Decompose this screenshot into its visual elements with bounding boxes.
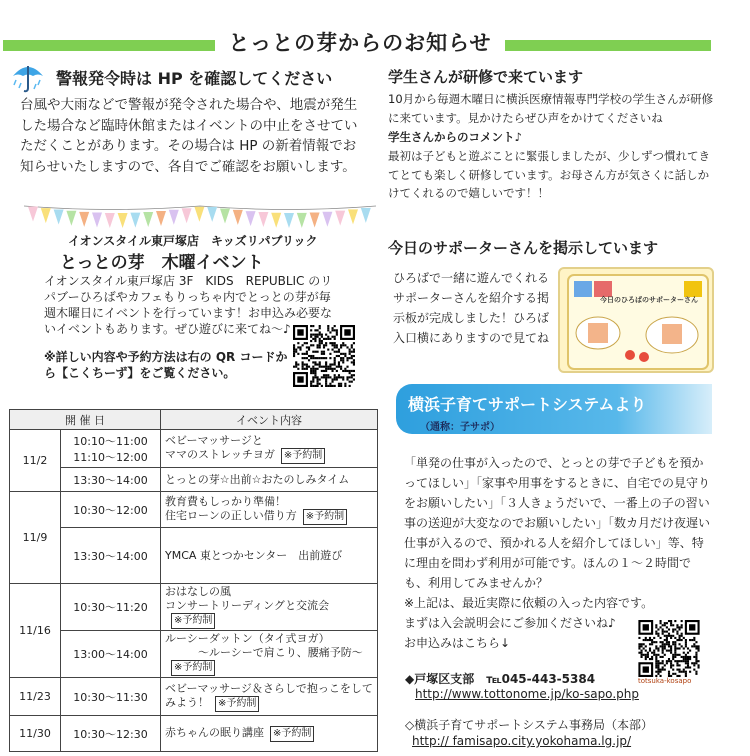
supporters-title: 今日のサポーターさんを掲示しています xyxy=(388,239,659,257)
cell-time: 10:10～11:00 11:10～12:00 xyxy=(61,430,161,468)
event-note: ※詳しい内容や予約方法は右の QR コードから【こくちーず】をご覧ください。 xyxy=(44,350,288,380)
cell-time: 13:00～14:00 xyxy=(61,631,161,678)
cell-event-wrap xyxy=(161,430,378,468)
support-system-text: 「単発の仕事が入ったので、とっとの芽で子どもを預かってほしい」「家事や用事をするときに、自宅での見守りをお願いしたい」「３人きょうだいで、一番上の子の習い事の送迎が大変なのでお願いしたい」「数カ月だけ夜遅い仕事が入るので、預かれる人を紹介してほしい」等、特に理由を問わず利用が可能です。ほんの１～２時間でも、利用してみませんか？ xyxy=(404,456,711,590)
cell-time: 10:30～11:20 xyxy=(61,584,161,631)
support-system-note: ※上記は、最近実際に依頼の入った内容です。 xyxy=(404,596,654,610)
students-title: 学生さんが研修で来ています xyxy=(388,68,584,86)
cell-event: ベビーマッサージと ママのストレッチヨガ xyxy=(165,433,275,461)
students-comment: 最初は子どもと遊ぶことに緊張しましたが、少しずつ慣れてきてとても楽しく研修しています。お母さん方が気さくに話しかけてくれるので嬉しいです！！ xyxy=(388,149,710,200)
cell-event: YMCA 東とつかセンター 出前遊び xyxy=(165,548,343,562)
event-body: イオンスタイル東戸塚店 3F KIDS REPUBLIC のリパブーひろばやカフェもりっちゃ内でとっとの芽が毎週木曜日にイベントを行っています！お申込み必要ないイベントもあります。ぜひ遊びに来てね～♪ xyxy=(44,274,333,336)
umbrella-rain-icon xyxy=(10,60,46,94)
cell-time: 13:30～14:00 xyxy=(61,528,161,584)
bunting-flag xyxy=(92,213,102,228)
table-row xyxy=(10,492,378,528)
cell-time: 13:30～14:00 xyxy=(61,468,161,492)
support-system-apply: お申込みはこちら↓ xyxy=(404,636,511,650)
table-row xyxy=(10,631,378,678)
event-subtitle: イオンスタイル東戸塚店 キッズリパブリック xyxy=(68,234,318,248)
cell-event-wrap xyxy=(161,584,378,631)
column-header-date: 開 催 日 xyxy=(10,410,161,430)
photo-caption: 今日のひろばのサポーターさん xyxy=(600,296,698,304)
cell-event: とっとの芽☆出前☆おたのしみタイム xyxy=(165,472,350,486)
bunting-flag xyxy=(233,210,243,225)
bunting-flag xyxy=(335,211,345,226)
table-row xyxy=(10,430,378,468)
cell-event-wrap xyxy=(161,492,378,528)
cell-time: 10:30～12:00 xyxy=(61,492,161,528)
table-row xyxy=(10,528,378,584)
bunting-flag xyxy=(361,208,371,223)
bunting-flag xyxy=(130,213,140,228)
reservation-badge: ※予約制 xyxy=(215,696,259,712)
cell-event-wrap xyxy=(161,631,378,678)
cell-event-wrap xyxy=(161,716,378,752)
bunting-flag xyxy=(258,212,268,227)
supporters-body: ひろばで一緒に遊んでくれるサポーターさんを紹介する掲示板が完成しました！ひろば入口横にありますので見てね xyxy=(393,271,550,345)
qr-caption: totsuka-kosapo xyxy=(638,677,692,685)
support-system-cta: まずは入会説明会にご参加くださいね♪ xyxy=(404,616,616,630)
supporter-board-photo xyxy=(558,267,714,373)
reservation-badge: ※予約制 xyxy=(281,448,325,464)
branch-url-link[interactable]: http://www.tottonome.jp/ko-sapo.php xyxy=(415,687,639,701)
reservation-badge: ※予約制 xyxy=(171,660,215,676)
cell-date: 11/23 xyxy=(10,678,61,716)
bunting-flag xyxy=(322,212,332,227)
column-header-event: イベント内容 xyxy=(161,410,378,430)
bunting-flag xyxy=(220,208,230,223)
bunting-flag xyxy=(348,209,358,224)
office-url-link[interactable]: http:// famisapo.city.yokohama.lg.jp/ xyxy=(412,734,632,748)
cell-time: 10:30～12:30 xyxy=(61,716,161,752)
cell-event: ベビーマッサージ＆さらしで抱っこをしてみよう！ xyxy=(165,681,373,709)
bunting-flag xyxy=(284,213,294,228)
cell-event: 赤ちゃんの眠り講座 xyxy=(165,725,264,739)
cell-date: 11/2 xyxy=(10,430,61,492)
bunting-flag xyxy=(207,207,217,222)
reservation-badge: ※予約制 xyxy=(171,613,215,629)
cell-event-wrap xyxy=(161,678,378,716)
qr-code-kokuchiizu[interactable] xyxy=(293,325,355,387)
bunting-flag xyxy=(41,208,51,223)
support-system-subtitle: （通称：子サポ） xyxy=(420,422,500,433)
branch-contact: ◆戸塚区支部 ℡045-443-5384 xyxy=(405,672,596,686)
reservation-badge: ※予約制 xyxy=(303,509,347,525)
students-comment-title: 学生さんからのコメント♪ xyxy=(388,130,522,144)
cell-date: 11/30 xyxy=(10,716,61,752)
bunting-flag xyxy=(297,213,307,228)
reservation-badge: ※予約制 xyxy=(270,726,314,742)
office-contact: ◇横浜子育てサポートシステム事務局（本部） xyxy=(405,718,654,732)
bunting-flag xyxy=(54,210,64,225)
bunting-flag xyxy=(156,211,166,226)
bunting-flag xyxy=(28,206,38,221)
table-row xyxy=(10,716,378,752)
bunting-flag xyxy=(182,208,192,223)
event-title: とっとの芽 木曜イベント xyxy=(60,253,264,273)
bunting-decoration xyxy=(24,203,376,229)
bunting-flag xyxy=(194,207,204,222)
cell-date: 11/9 xyxy=(10,492,61,584)
warning-body: 台風や大雨などで警報が発令された場合や、地震が発生した場合など臨時休館またはイベントの中止をさせていただくことがあります。その場合は HP の新着情報でお知らせいたしますので、各自でご確認をお願いします。 xyxy=(20,97,358,175)
cell-event-wrap xyxy=(161,528,378,584)
bunting-flag xyxy=(118,213,128,228)
bunting-flag xyxy=(169,210,179,225)
cell-event-wrap xyxy=(161,468,378,492)
cell-event: ルーシーダットン（タイ式ヨガ） ～ルーシーで肩こり、腰痛予防～ xyxy=(165,632,363,659)
bunting-flag xyxy=(143,212,153,227)
cell-event: おはなしの風 コンサートリーディングと交流会 xyxy=(165,585,330,612)
students-body: 10月から毎週木曜日に横浜医療情報専門学校の学生さんが研修に来ています。見かけたらぜひ声をかけてくださいね xyxy=(388,92,714,125)
cell-date: 11/16 xyxy=(10,584,61,678)
bunting-flag xyxy=(79,212,89,227)
cell-time: 10:30～11:30 xyxy=(61,678,161,716)
page-title: とっとの芽からのお知らせ xyxy=(215,30,505,56)
bunting-flag xyxy=(66,211,76,226)
table-row xyxy=(10,678,378,716)
bunting-flag xyxy=(271,213,281,228)
bunting-flag xyxy=(310,212,320,227)
bunting-flag xyxy=(246,211,256,226)
table-row xyxy=(10,468,378,492)
warning-title: 警報発令時は HP を確認してください xyxy=(56,69,333,88)
support-system-title: 横浜子育てサポートシステムより xyxy=(408,395,647,414)
event-schedule-table xyxy=(9,409,378,752)
qr-code-kosapo[interactable] xyxy=(638,620,700,677)
bunting-flag xyxy=(105,213,115,228)
cell-event: 教育費もしっかり準備！ 住宅ローンの正しい借り方 xyxy=(165,494,297,522)
table-row xyxy=(10,584,378,631)
